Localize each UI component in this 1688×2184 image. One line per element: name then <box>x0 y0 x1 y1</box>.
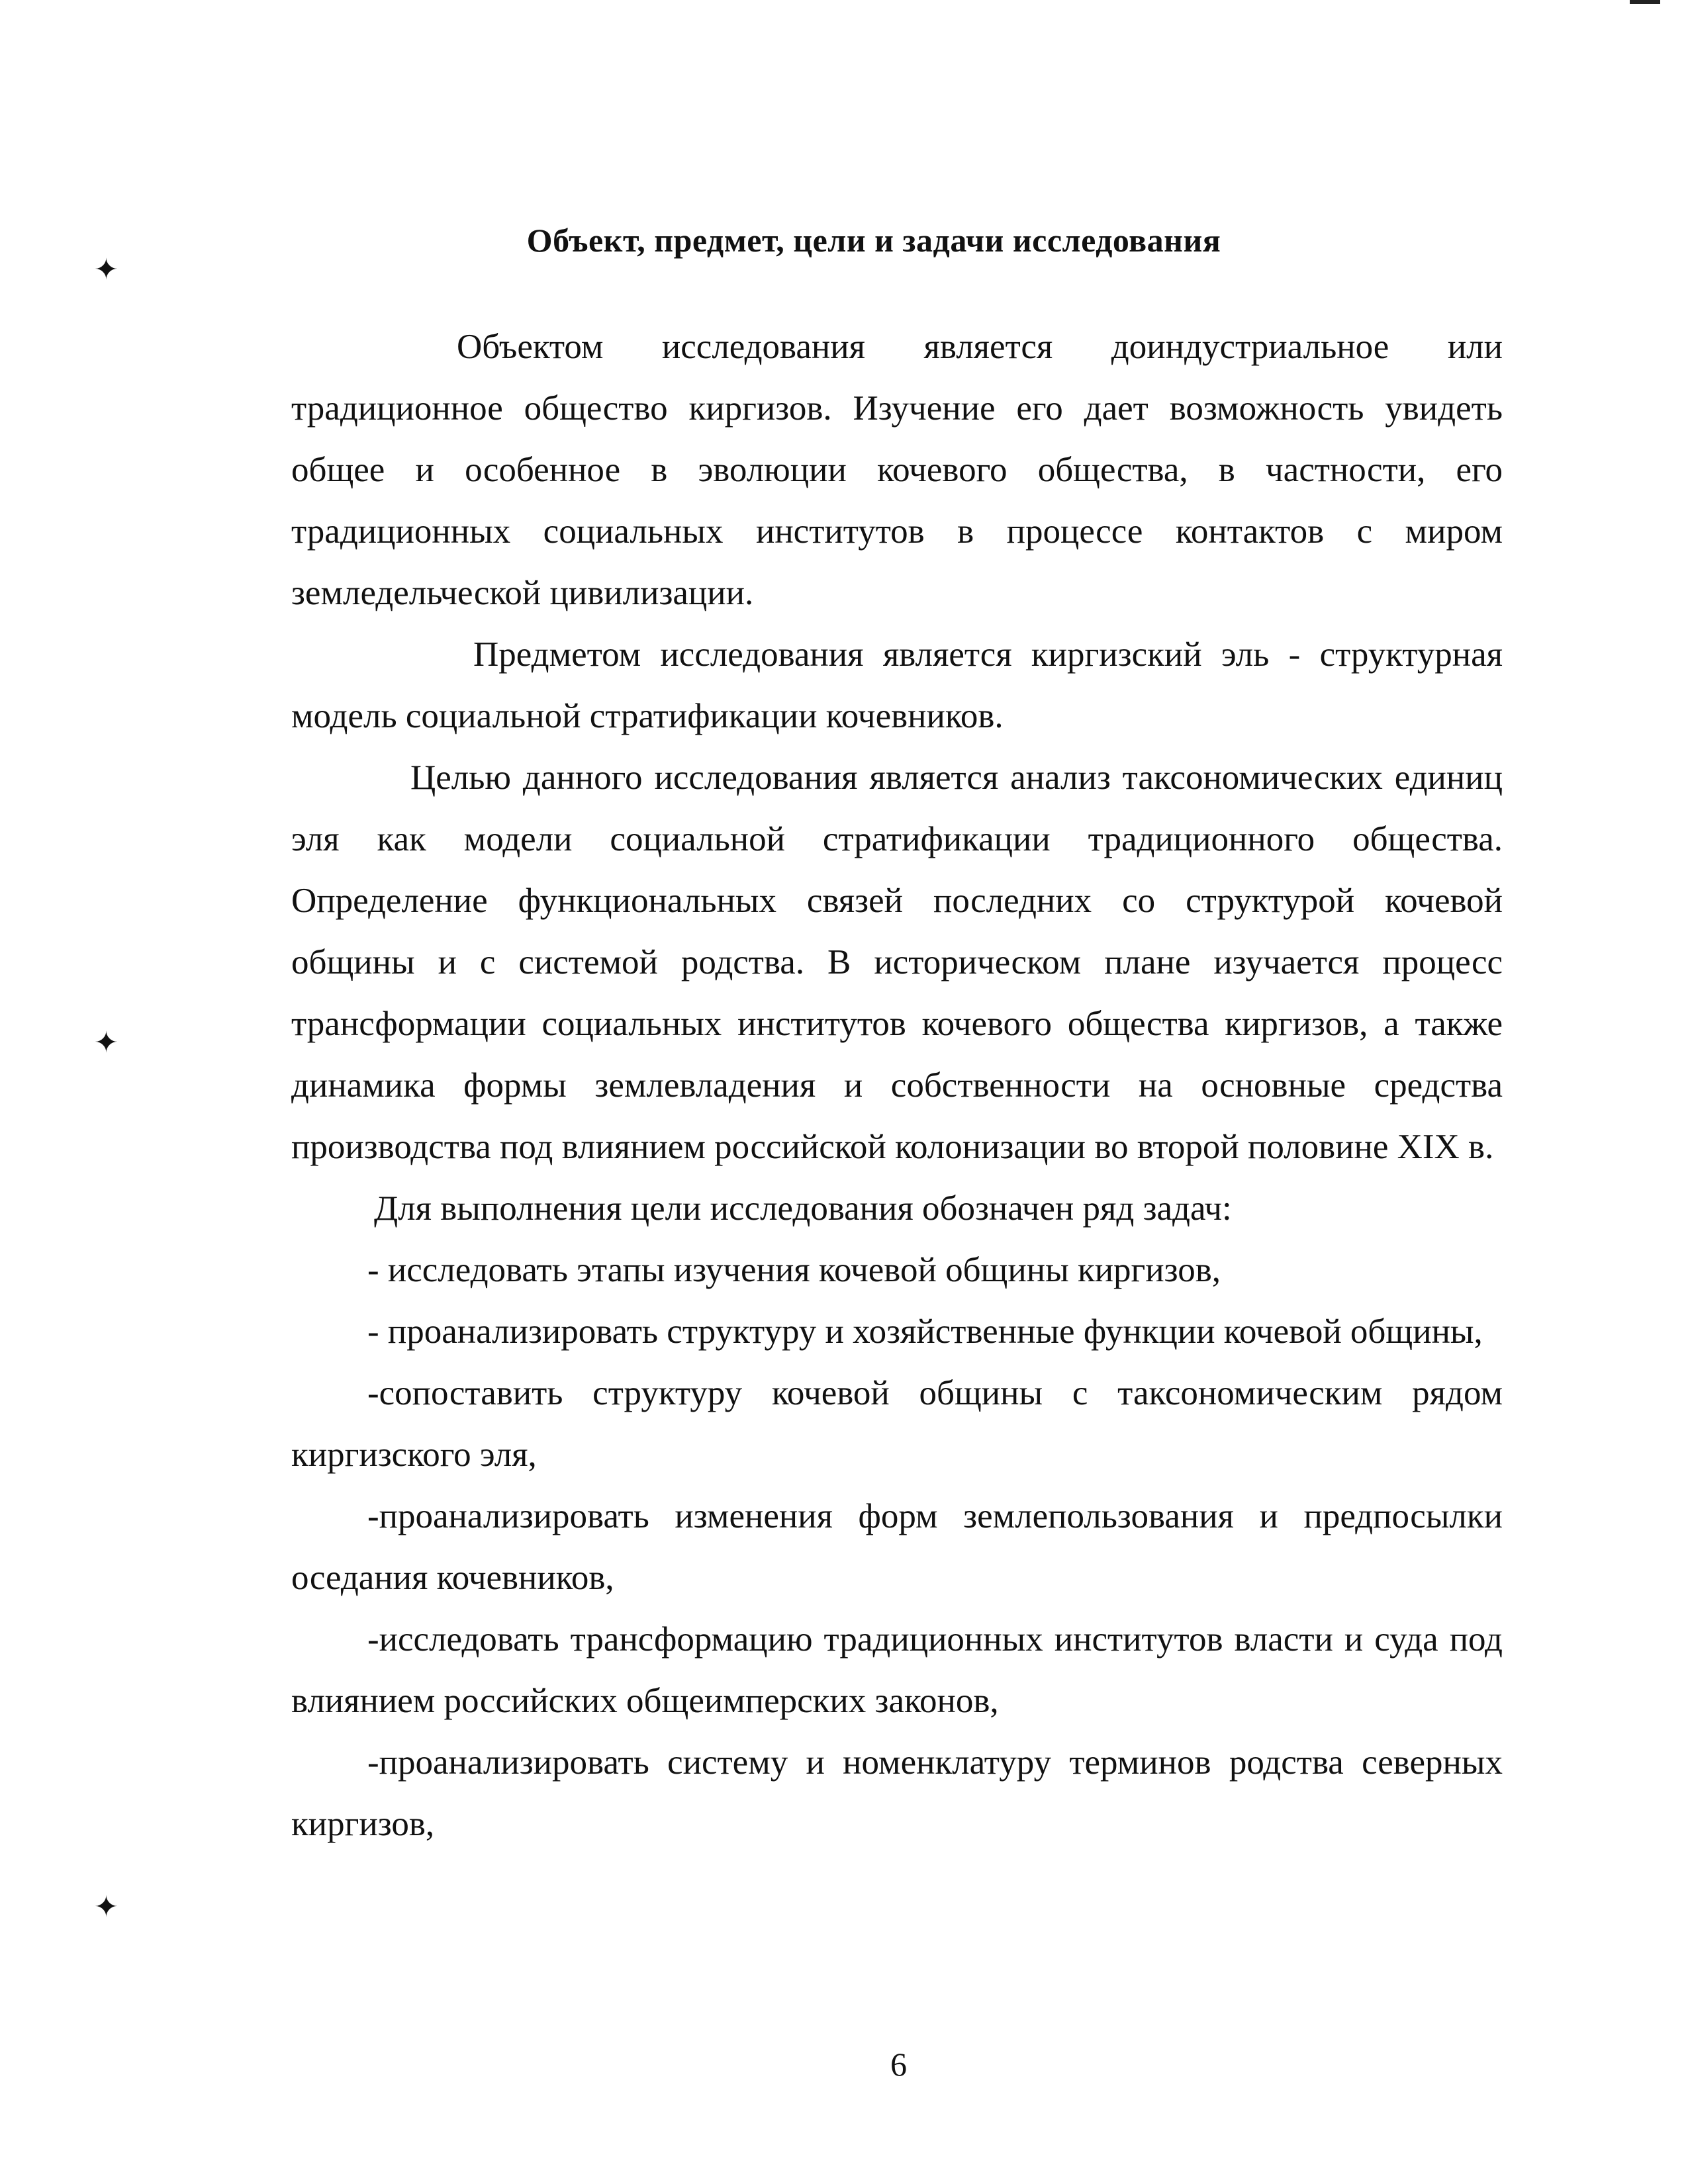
star-icon: ✦ <box>94 253 118 286</box>
task-item: -сопоставить структуру кочевой общины с таксономическим рядом киргизского эля, <box>291 1374 1503 1474</box>
body-text <box>291 316 1503 1855</box>
task-item: - исследовать этапы изучения кочевой общины киргизов, <box>367 1251 1221 1289</box>
star-icon: ✦ <box>94 1026 118 1059</box>
page-title: Объект, предмет, цели и задачи исследования <box>526 221 1221 259</box>
star-icon: ✦ <box>94 1891 118 1923</box>
paragraph-tasks-intro: Для выполнения цели исследования обозначен ряд задач: <box>374 1189 1232 1228</box>
paragraph-subject: Предметом исследования является киргизский эль - структурная модель социальной стратификации кочевников. <box>291 635 1503 735</box>
scan-edge-mark <box>1630 0 1660 4</box>
task-item: -проанализировать изменения форм землепользования и предпосылки оседания кочевников, <box>291 1497 1503 1597</box>
paragraph-object: Объектом исследования является доиндустриальное или традиционное общество киргизов. Изучение его дает возможность увидеть общее и особенное в эволюции кочевого общества, в частности, его традиционных социальных институтов в процессе контактов с миром земледельческой цивилизации. <box>291 328 1503 612</box>
task-item: -исследовать трансформацию традиционных институтов власти и суда под влиянием российских общеимперских законов, <box>291 1620 1503 1720</box>
task-item: -проанализировать систему и номенклатуру терминов родства северных киргизов, <box>291 1743 1503 1843</box>
task-item: - проанализировать структуру и хозяйственные функции кочевой общины, <box>367 1312 1483 1351</box>
page-number: 6 <box>890 2046 907 2083</box>
paragraph-goal: Целью данного исследования является анализ таксономических единиц эля как модели социальной стратификации традиционного общества. Определение функциональных связей последних со структурой кочевой общины и с системой родства. В историческом плане изучается процесс трансформации социальных институтов кочевого общества киргизов, а также динамика формы землевладения и собственности на основные средства производства под влиянием российской колонизации во второй половине XIX в. <box>291 758 1503 1166</box>
